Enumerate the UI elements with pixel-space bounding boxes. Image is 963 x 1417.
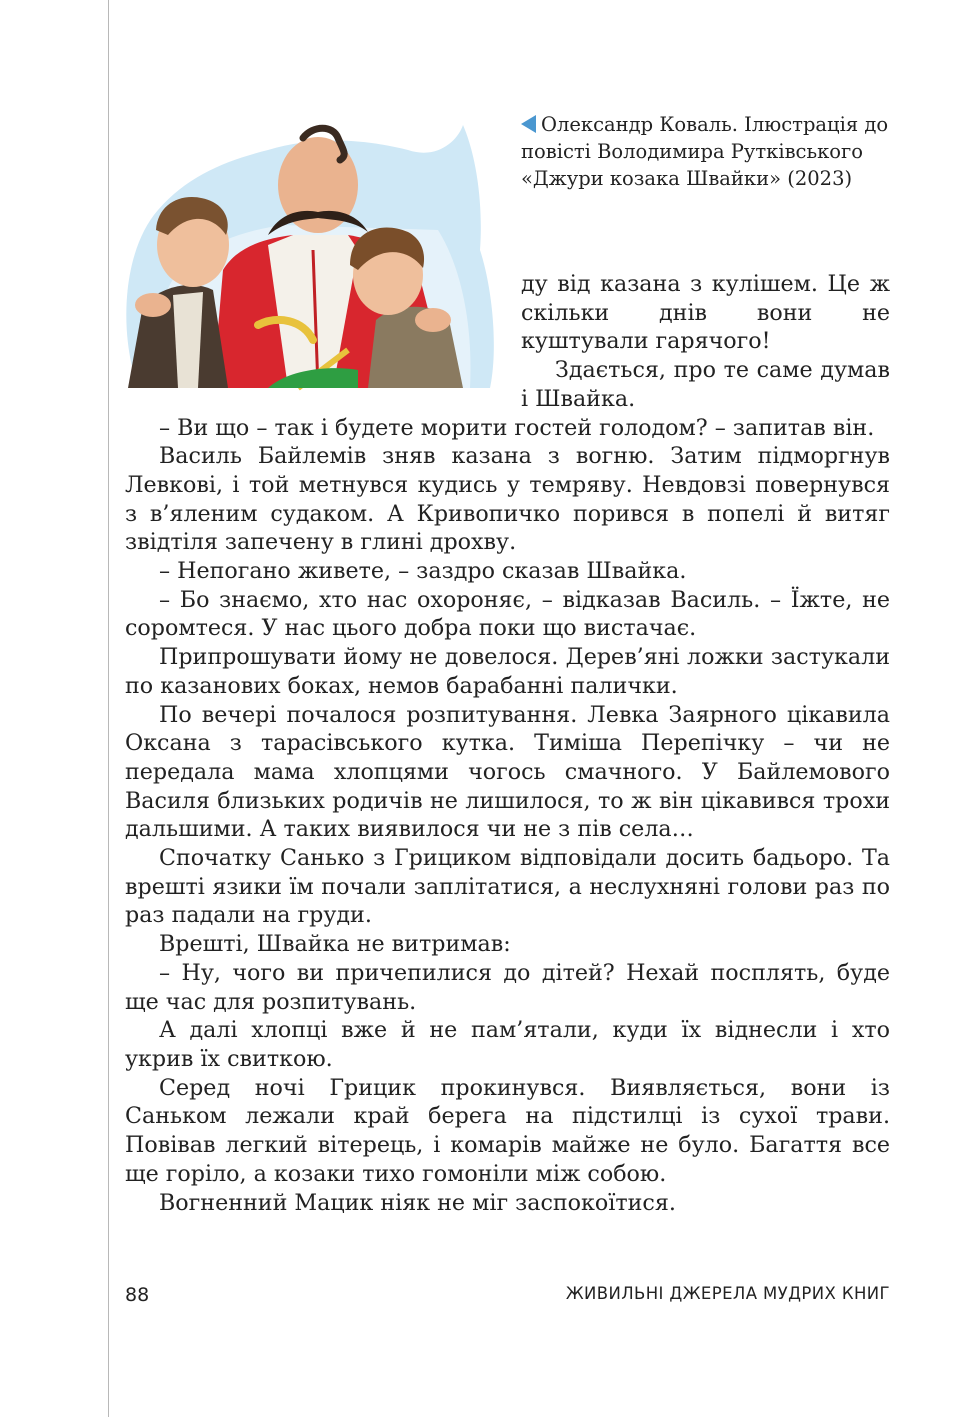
paragraph: Серед ночі Грицик прокинувся. Виявляється, вони із Саньком лежали край берега на підстилці із сухої трави. Повівав легкий вітерець, і комарів майже не було. Багаття все ще горіло, а козаки тихо гомоніли між собою. (125, 1074, 890, 1187)
paragraph: Вогненний Мацик ніяк не міг заспокоїтися. (159, 1189, 676, 1216)
story-text (125, 270, 890, 1217)
paragraph: – Ну, чого ви причепилися до дітей? Нехай посплять, буде ще час для розпитувань. (125, 959, 890, 1015)
paragraph: ду від казана з кулішем. Це ж скільки днів вони не куштували гарячого! (521, 271, 890, 355)
caption-pointer-icon (521, 115, 536, 133)
paragraph: – Ви що – так і будете морити гостей голодом? – запитав він. (159, 414, 875, 441)
paragraph: Припрошувати йому не довелося. Дерев’яні ложки застукали по казанових боках, немов барабанні палички. (125, 644, 890, 699)
paragraph: Врешті, Швайка не витримав: (159, 931, 511, 958)
paragraph: – Бо знаємо, хто нас охороняє, – відказав Василь. – Їжте, не соромтеся. У нас цього добра поки що вистачає. (125, 586, 890, 642)
paragraph: По вечері почалося розпитування. Левка Заярного цікавила Оксана з тарасівського кутка. Тиміша Перепічку – чи не передала мама хлопцями чогось смачного. У Байлемового Василя близьких родичів не лишилося, то ж він цікавився трохи дальшими. А таких виявилося чи не з пів села… (125, 701, 890, 843)
paragraph: Василь Байлемів зняв казана з вогню. Затим підморгнув Левкові, і той метнувся кудись у темряву. Невдовзі повернувся з в’яленим судаком. А Кривопичко порився в попелі й витяг звідтіля запечену в глині дрохву. (125, 443, 890, 556)
page-number: 88 (125, 1284, 150, 1306)
paragraph: А далі хлопці вже й не пам’ятали, куди їх віднесли і хто укрив їх свиткою. (125, 1017, 890, 1072)
caption-text: Олександр Коваль. Ілюстрація до повісті Володимира Рутківського «Джури козака Швайки» (2023) (521, 113, 889, 190)
paragraph: Здається, про те саме думав і Швайка. (521, 357, 890, 412)
paragraph: Спочатку Санько з Грициком відповідали досить бадьоро. Та врешті язики їм почали заплітатися, а неслухняні голови раз по раз падали на груди. (125, 845, 890, 929)
paragraph: – Непогано живете, – заздро сказав Швайка. (159, 558, 687, 585)
section-title: ЖИВИЛЬНІ ДЖЕРЕЛА МУДРИХ КНИГ (565, 1284, 890, 1303)
page-margin-line (108, 0, 109, 1417)
illustration-caption (521, 111, 891, 192)
